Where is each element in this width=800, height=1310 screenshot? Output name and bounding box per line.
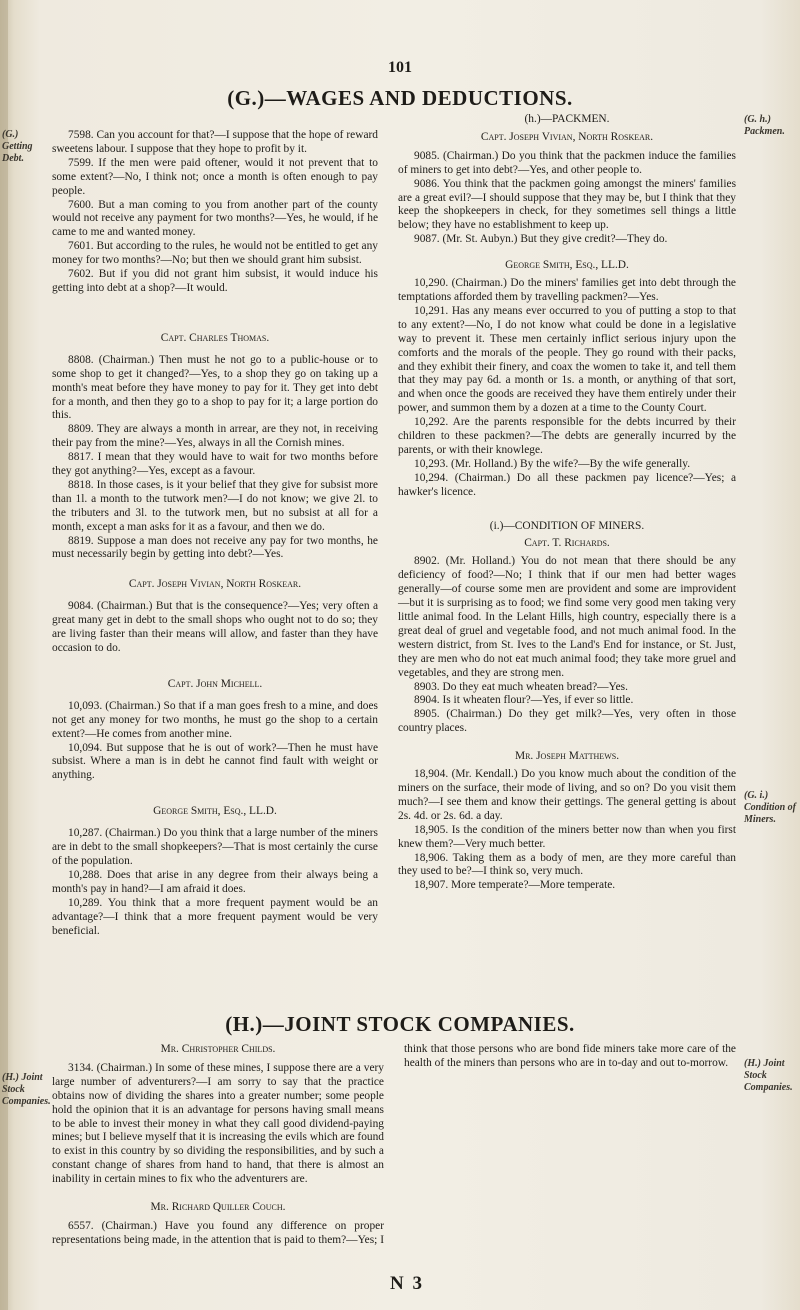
paragraph: 7601. But according to the rules, he would not be entitled to get any money for two months?—No; but then we should grant him subsist. (52, 240, 378, 267)
witness-name: Capt. T. Richards. (524, 537, 610, 550)
joint-stock-columns (52, 1043, 736, 1268)
paragraph: 10,287. (Chairman.) Do you think that a large number of the miners are in debt to the small shopkeepers?—That is most certainly the curse of the population. (52, 827, 378, 867)
paragraph: 7602. But if you did not grant him subsist, it would induce his getting into debt at a shop?—It would. (52, 268, 378, 294)
right-column-wages (398, 113, 736, 893)
section-title-joint-stock: (H.)—JOINT STOCK COMPANIES. (225, 1012, 575, 1036)
paragraph: 7598. Can you account for that?—I suppose that the hope of reward sweetens labour. I suppose that they hope to profit by it. (52, 129, 378, 155)
paragraph: 8819. Suppose a man does not receive any pay for two months, he must necessarily begin by getting into debt?—Yes. (52, 534, 378, 561)
witness-name: Mr. Richard Quiller Couch. (150, 1201, 286, 1214)
paragraph: 9086. You think that the packmen going amongst the miners' families are a great evil?—I should suppose that they may be, but I think that they keep the shopkeepers in check, for they sometimes sell things a little below; they have no establishment to keep up. (398, 177, 736, 232)
paragraph: 10,094. But suppose that he is out of work?—Then he must have subsist. Where a man is in debt he cannot find fault with weight or anything. (52, 741, 378, 782)
paragraph: 9085. (Chairman.) Do you think that the packmen induce the families of miners to get into debt?—Yes, and other people to. (398, 149, 736, 176)
page-edge-stain (0, 0, 8, 1310)
subsection-heading-packmen: (h.)—PACKMEN. (524, 113, 610, 125)
margin-note-joint-stock-left: (H.) Joint Stock Companies. (2, 1072, 51, 1107)
paragraph: 10,292. Are the parents responsible for the debts incurred by their children to these packmen?—The debts are generally incurred by the parents, or with their knowlege. (398, 416, 736, 456)
paragraph: 8809. They are always a month in arrear, are they not, in receiving their pay from the mine?—Yes, always in all the Cornish mines. (52, 423, 378, 450)
paragraph: 3134. (Chairman.) In some of these mines, I suppose there are a very large number of adventurers?—I am sorry to say that the practice obtains now of dividing the shares into a greater number; some people hold the opinion that it is an advantage for persons having small means to be able to invest their money in what they call good dividend-paying mines; but I believe myself that it is increasing the evils which are found to exist in this country by so dividing the responsibilities, and by such a constant change of shares from hand to hand, that there is almost an inability in certain mines to fix who the adventurers are. (52, 1061, 384, 1186)
witness-name: Mr. Christopher Childs. (160, 1043, 276, 1055)
paragraph: 8903. Do they eat much wheaten bread?—Yes. (414, 680, 628, 693)
witness-name: Mr. Joseph Matthews. (514, 750, 620, 763)
margin-note-condition: (G. i.) Condition of Miners. (744, 790, 796, 825)
witness-name: Capt. Joseph Vivian, North Roskear. (480, 130, 654, 143)
paragraph: 10,294. (Chairman.) Do all these packmen pay licence?—Yes; a hawker's licence. (398, 471, 736, 498)
margin-note-packmen: (G. h.) Packmen. (744, 114, 785, 137)
paragraph: 18,906. Taking them as a body of men, are they more careful than they used to be?—I think so, very much. (398, 851, 736, 878)
witness-name: Capt. Charles Thomas. (160, 331, 270, 344)
paragraph: 9087. (Mr. St. Aubyn.) But they give credit?—They do. (414, 233, 668, 246)
paragraph: 10,289. You think that a more frequent payment would be an advantage?—I think that a more frequent payment would be very beneficial. (52, 896, 378, 937)
section-title-wages: (G.)—WAGES AND DEDUCTIONS. (227, 86, 573, 110)
paragraph: 6557. (Chairman.) Have you found any difference on proper representations being made, in the attention that is paid to them?—Yes; I think that those persons who are bond fide miners take more care of the health of the miners than persons who are in to-day and out to-morrow. (52, 1043, 736, 1246)
paragraph: 7600. But a man coming to you from another part of the county would not receive any payment for two months?—Yes, he would, if he came to me and wanted money. (52, 198, 378, 239)
paragraph: 10,093. (Chairman.) So that if a man goes fresh to a mine, and does not get any money for two months, he must go the shop to a certain extent?—He comes from another mine. (52, 699, 378, 740)
paragraph: 10,293. (Mr. Holland.) By the wife?—By the wife generally. (414, 457, 691, 470)
paragraph: 8904. Is it wheaten flour?—Yes, if ever so little. (414, 694, 634, 707)
paragraph: 10,291. Has any means ever occurred to you of putting a stop to that to any extent?—No, I do not know what could be done in a legislative way to prevent it. These men certainly inflict serious injury upon the comforts and the morals of the people. They go round with their packs, and they exhibit their finery, and coax the women to take it, and tell them that they may pay 6d. a month or 1s. a month, or anything of that sort, and when once the goods are received they have them entirely under their power, and summon them by a dozen at a time to the County Court. (398, 304, 736, 415)
margin-note-getting-debt: (G.) Getting Debt. (2, 129, 33, 164)
left-column-wages (52, 129, 378, 938)
paragraph: 8817. I mean that they would have to wait for two months before they got anything?—Yes, except as a favour. (52, 451, 378, 478)
paragraph: 9084. (Chairman.) But that is the consequence?—Yes; very often a great many get in debt to the small shops who ought not to do so; they are living faster than their means will allow, and faster than they have occasion to do. (52, 600, 378, 654)
subsection-heading-condition: (i.)—CONDITION OF MINERS. (489, 519, 645, 532)
paragraph: 10,290. (Chairman.) Do the miners' families get into debt through the temptations afforded them by travelling packmen?—Yes. (398, 277, 736, 303)
margin-note-joint-stock-right: (H.) Joint Stock Companies. (744, 1058, 793, 1093)
paragraph: 10,288. Does that arise in any degree from their always being a month's pay in hand?—I am afraid it does. (52, 868, 378, 895)
paragraph: 8818. In those cases, is it your belief that they give for subsist more than 1l. a month to the tutwork men?—I do not know; we give 2l. to the tributers and 3l. to the tutwork men, but no subsist at all for a month, except a man asks for it as a favour, and then we do. (52, 478, 378, 533)
page-number: 101 (388, 59, 412, 76)
printer-signature-mark: N 3 (390, 1273, 424, 1294)
witness-name: George Smith, Esq., LL.D. (505, 259, 629, 272)
paragraph: 8902. (Mr. Holland.) You do not mean that there should be any deficiency of food?—No; I think that if our men had better wages generally—of course some men are provident and some are improvident—but it is surprising as to food; we find some very good men taking very little animal food. In the Lelant Hills, high country, especially there is a great deal of gruel and vegetable food, and not much animal food. In the western district, from St. Ives to the Land's End for instance, or St. Just, they are men who do not eat much animal food; they take more gruel and vegetables, and they are strong men. (398, 555, 736, 679)
witness-name: George Smith, Esq., LL.D. (153, 805, 277, 818)
paragraph: 8808. (Chairman.) Then must he not go to a public-house or to some shop to get it changed?—Yes, to a shop they go on taking up a month's meat before they have money to pay for it. They get into debt for a month, and then they go to a shop to pay for it; a large portion do this. (52, 353, 378, 422)
paragraph: 8905. (Chairman.) Do they get milk?—Yes, very often in those country places. (398, 708, 736, 735)
paragraph: 18,905. Is the condition of the miners better now than when you first knew them?—Very much better. (398, 823, 736, 850)
paragraph: 18,904. (Mr. Kendall.) Do you know much about the condition of the miners on the surface, their mode of living, and so on? Do you visit them much?—I see them and know their gettings. The general getting is about 2s. 4d. or 2s. 6d. a day. (398, 768, 736, 822)
paragraph: 7599. If the men were paid oftener, would it not prevent that to some extent?—No, I think not; once a month is often enough to pay people. (52, 156, 378, 197)
witness-name: Capt. Joseph Vivian, North Roskear. (128, 578, 302, 591)
paragraph: 18,907. More temperate?—More temperate. (414, 879, 616, 892)
witness-name: Capt. John Michell. (167, 677, 263, 690)
